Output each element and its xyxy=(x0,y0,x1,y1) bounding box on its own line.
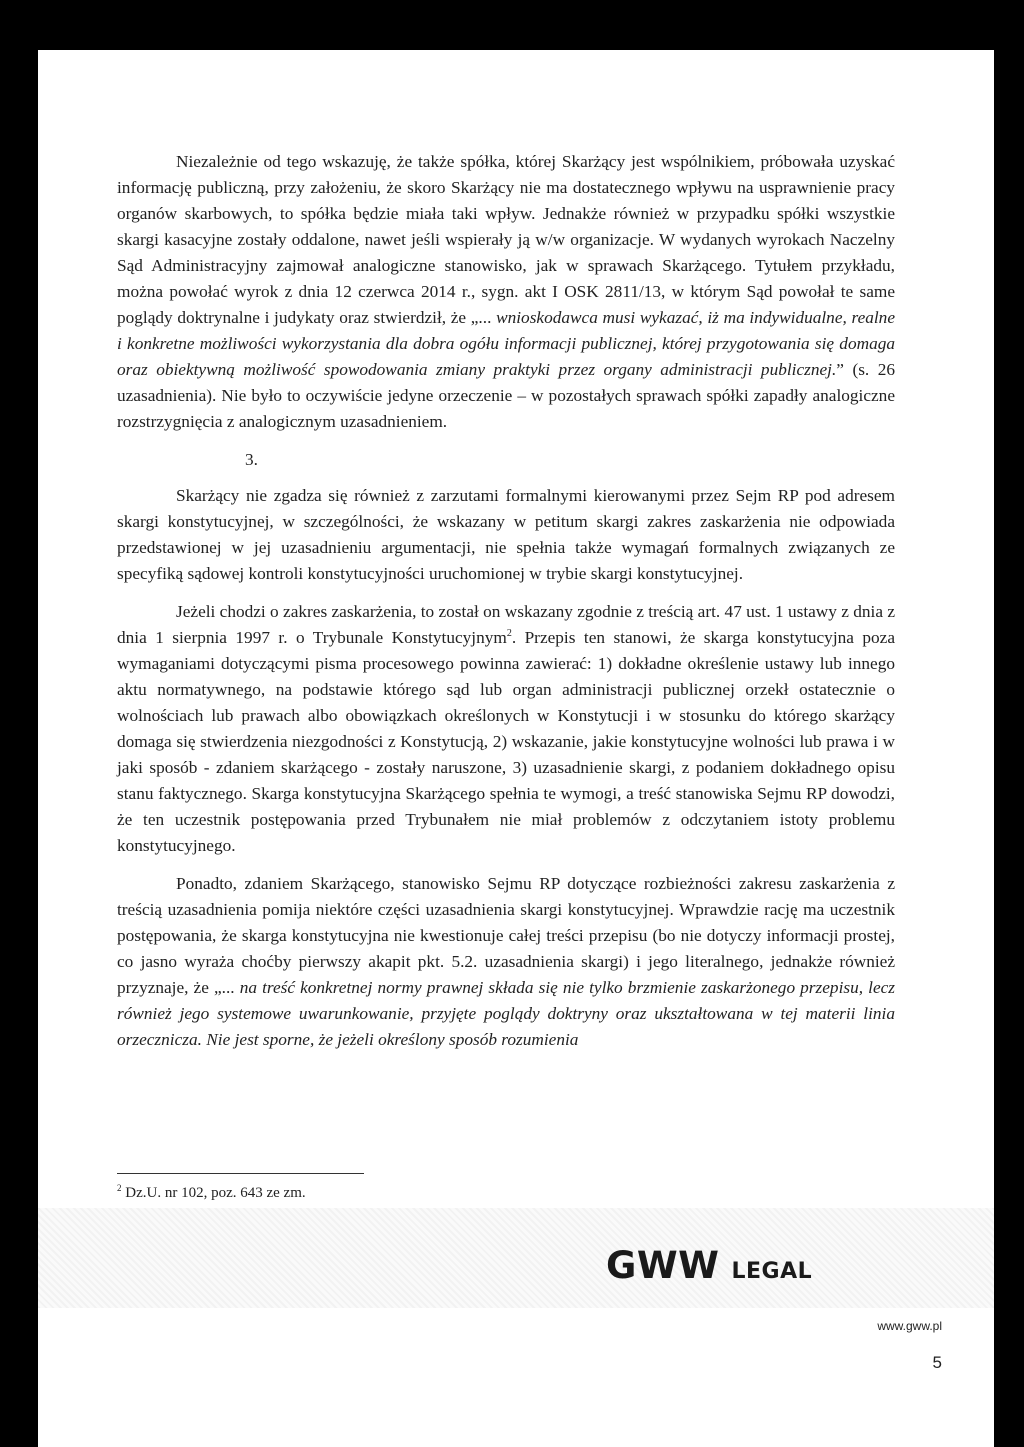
paragraph-1-text: Niezależnie od tego wskazuję, że także spółka, której Skarżący jest wspólnikiem, próbowała uzyskać informację publiczną, przy założeniu, że skoro Skarżący nie ma dostatecznego wpływu na usprawnienie pracy organów skarbowych, to spółka będzie miała taki wpływ. Jednakże również w przypadku spółki wszystkie skargi kasacyjne zostały oddalone, nawet jeśli wspierały ją w/w organizacje. W wydanych wyrokach Naczelny Sąd Administracyjny zajmował analogiczne stanowisko, jak w sprawach Skarżącego. Tytułem przykładu, można powołać wyrok z dnia 12 czerwca 2014 r., sygn. akt I OSK 2811/13, w którym Sąd powołał te same poglądy doktrynalne i judykaty oraz stwierdził, że „... xyxy=(117,152,895,327)
footnote xyxy=(117,1183,306,1202)
paragraph-1-quote: wnioskodawca musi wykazać, iż ma indywidualne, realne i konkretne możliwości wykorzystania dla dobra ogółu informacji publicznej, której przygotowania się domaga oraz obiektywną możliwość spowodowania zmiany praktyki przez organy administracji publicznej. xyxy=(117,308,895,379)
document-page xyxy=(38,50,994,1447)
footnote-text: Dz.U. nr 102, poz. 643 ze zm. xyxy=(121,1185,306,1201)
paragraph-3 xyxy=(117,599,895,859)
paragraph-3-text-end: . Przepis ten stanowi, że skarga konstytucyjna poza wymaganiami dotyczącymi pisma procesowego powinna zawierać: 1) dokładne określenie ustawy lub innego aktu normatywnego, na podstawie którego sąd lub organ administracji publicznej orzekł ostatecznie o wolnościach lub prawach albo obowiązkach określonych w Konstytucji i w stosunku do którego skarżący domaga się stwierdzenia niezgodności z Konstytucją, 2) wskazanie, jakie konstytucyjne wolności lub prawa i w jaki sposób - zdaniem skarżącego - zostały naruszone, 3) uzasadnienie skargi, z podaniem dokładnego opisu stanu faktycznego. Skarga konstytucyjna Skarżącego spełnia te wymogi, a treść stanowiska Sejmu RP dowodzi, że ten uczestnik postępowania przed Trybunałem nie miał problemów z odczytaniem istoty problemu konstytucyjnego. xyxy=(117,628,895,855)
gww-legal-logo xyxy=(606,1244,812,1287)
footnote-divider xyxy=(117,1173,364,1174)
footnote-marker: 2 xyxy=(117,1183,122,1193)
logo-sub: LEGAL xyxy=(731,1259,813,1284)
paragraph-1-text-end: ” (s. 26 uzasadnienia). Nie było to oczywiście jedyne orzeczenie – w pozostałych sprawach spółki zapadły analogiczne rozstrzygnięcia z analogicznym uzasadnieniem. xyxy=(117,360,895,431)
paragraph-4-quote: na treść konkretnej normy prawnej składa się nie tylko brzmienie zaskarżonego przepisu, lecz również jego systemowe uwarunkowanie, przyjęte poglądy doktryny oraz ukształtowana w tej materii linia orzecznicza. Nie jest sporne, że jeżeli określony sposób rozumienia xyxy=(117,978,896,1049)
paragraph-2: Skarżący nie zgadza się również z zarzutami formalnymi kierowanymi przez Sejm RP pod adresem skargi konstytucyjnej, w szczególności, że wskazany w petitum skargi zakres zaskarżenia nie odpowiada przedstawionej w jej uzasadnieniu argumentacji, nie spełnia także wymagań formalnych związanych ze specyfiką sądowej kontroli konstytucyjności uruchomionej w trybie skargi konstytucyjnej. xyxy=(117,486,895,583)
paragraph-1 xyxy=(117,149,895,435)
paragraph-3-text: Jeżeli chodzi o zakres zaskarżenia, to został on wskazany zgodnie z treścią art. 47 ust. 1 ustawy z dnia z dnia 1 sierpnia 1997 r. o Trybunale Konstytucyjnym xyxy=(117,602,895,647)
logo-main: GWW xyxy=(606,1244,720,1287)
paragraph-4 xyxy=(117,871,895,1053)
page-number: 5 xyxy=(932,1353,942,1372)
paragraph-4-text: Ponadto, zdaniem Skarżącego, stanowisko Sejmu RP dotyczące rozbieżności zakresu zaskarżenia z treścią uzasadnienia pomija niektóre części uzasadnienia skargi konstytucyjnej. Wprawdzie rację ma uczestnik postępowania, że skarga konstytucyjna nie kwestionuje całej treści przepisu (bo nie dotyczy informacji prostej, co jasno wyraża choćby pierwszy akapit pkt. 5.2. uzasadnienia skargi) i jego literalnego, jednakże również przyznaje, że „... xyxy=(117,874,895,997)
body-text xyxy=(117,149,895,1065)
footer-band xyxy=(38,1208,994,1308)
website-link[interactable]: www.gww.pl xyxy=(877,1319,942,1333)
footnote-reference[interactable]: 2 xyxy=(506,628,512,640)
section-number: 3. xyxy=(245,450,258,469)
